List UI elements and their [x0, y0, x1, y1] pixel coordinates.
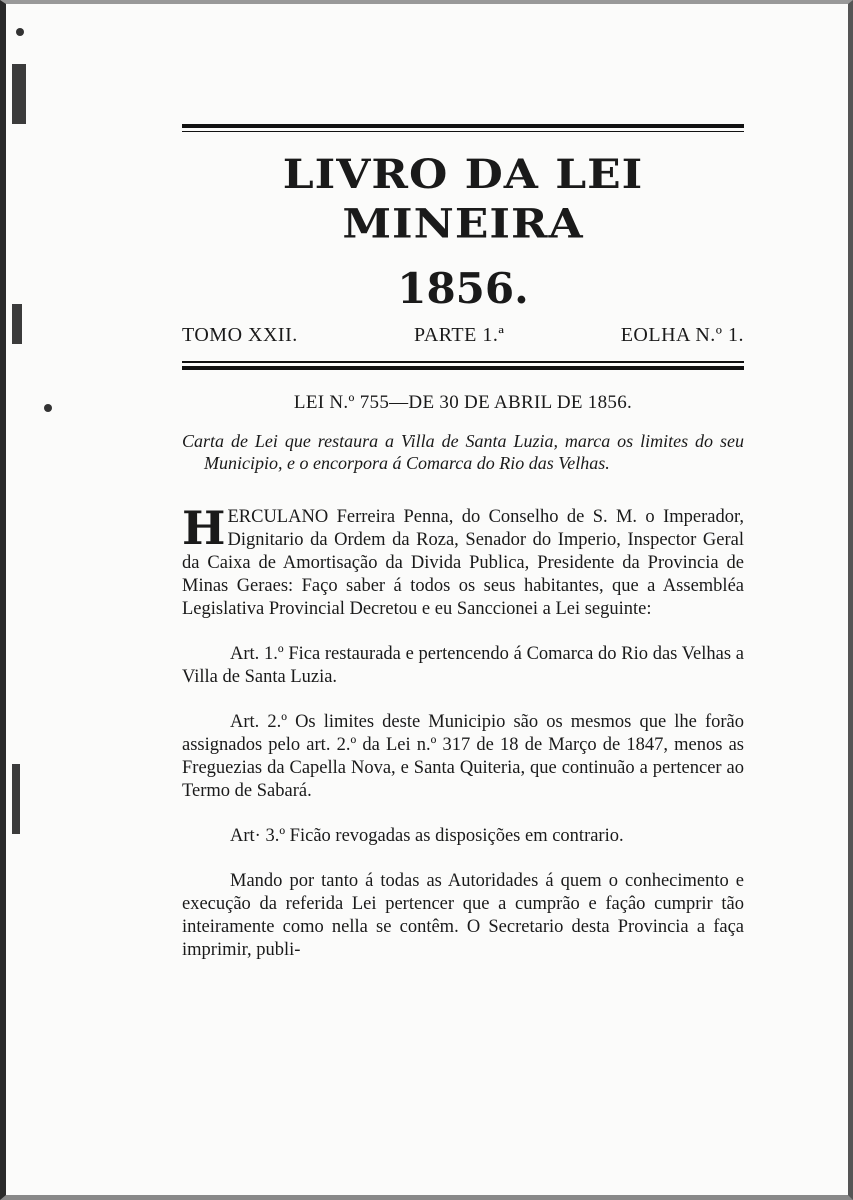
- preamble-lead: ERCULANO: [227, 507, 329, 527]
- volume-info: [182, 324, 744, 347]
- article-1: Art. 1.º Fica restaurada e pertencendo á Comarca do Rio das Velhas a Villa de Santa Luzia.: [182, 644, 744, 687]
- header-rule: [182, 361, 744, 370]
- drop-cap: H: [182, 501, 226, 555]
- page-content: [182, 124, 744, 962]
- preamble-text: Ferreira Penna, do Conselho de S. M. o Imperador, Dignitario da Ordem da Roza, Senador do Imperio, Inspector Geral da Caixa de Amortisação da Divida Publica, Presidente da Provincia de Minas Geraes: Faço saber á todos os seus habitantes, que a Assembléa Legislativa Provincial Decretou e eu Sanccionei a Lei seguinte:: [182, 507, 744, 619]
- binding-hole: [16, 28, 24, 36]
- tomo-label: TOMO XXII.: [182, 324, 298, 346]
- binding-hole: [44, 404, 52, 412]
- binding-mark: [12, 764, 20, 834]
- binding-mark: [12, 64, 26, 124]
- law-preamble: [182, 501, 744, 621]
- parte-label: PARTE 1.ª: [414, 324, 505, 346]
- article-2: Art. 2.º Os limites deste Municipio são os mesmos que lhe forão assignados pelo art. 2.º da Lei n.º 317 de 18 de Março de 1847, menos as Freguezias da Capella Nova, e Santa Quiteria, que continuão a pertencer ao Termo de Sabará.: [182, 712, 744, 801]
- page-title: LIVRO DA LEI MINEIRA: [282, 151, 644, 248]
- top-rule: [182, 124, 744, 132]
- law-summary: [182, 430, 744, 474]
- binding-mark: [12, 304, 22, 344]
- article-3: Art· 3.º Ficão revogadas as disposições em contrario.: [230, 826, 624, 846]
- closing-paragraph: Mando por tanto á todas as Autoridades á quem o conhecimento e execução da referida Lei pertencer que a cumprão e façâo cumprir tão inteiramente como nella se contêm. O Secretario desta Provincia a faça imprimir, publi-: [182, 871, 744, 960]
- folha-label: EOLHA N.º 1.: [620, 324, 744, 346]
- law-heading: LEI N.º 755—DE 30 DE ABRIL DE 1856.: [293, 392, 633, 413]
- page-year: 1856.: [397, 264, 529, 313]
- law-summary-text: Carta de Lei que restaura a Villa de Santa Luzia, marca os limites do seu Municipio, e o encorpora á Comarca do Rio das Velhas.: [182, 431, 744, 473]
